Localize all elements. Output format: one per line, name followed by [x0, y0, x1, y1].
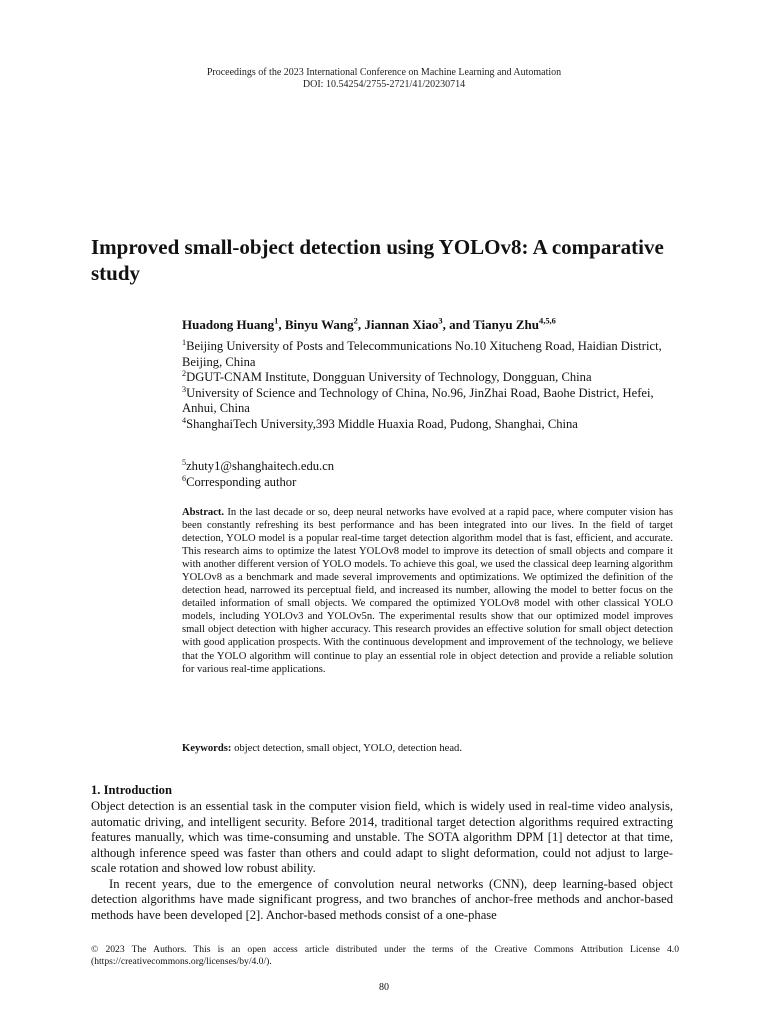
affiliations	[182, 339, 682, 432]
affiliation: $^4$ShanghaiTech University,393 Middle Huaxia Road, Pudong, Shanghai, China	[182, 415, 578, 431]
doi-line: DOI: 10.54254/2755-2721/41/20230714	[302, 79, 466, 90]
author-list	[182, 317, 702, 333]
author: Tianyu Zhu$^{4,5,6}$	[473, 315, 556, 332]
license-footnote: © 2023 The Authors. This is an open access article distributed under the terms of the Creative Commons Attribution License 4.0 (https://creativecommons.org/licenses/by/4.0/).	[91, 944, 679, 967]
keywords-label: Keywords:	[182, 743, 232, 754]
abstract	[182, 506, 673, 676]
page-number: 80	[379, 982, 389, 993]
section-heading: 1. Introduction	[91, 783, 172, 797]
affiliation: $^2$DGUT-CNAM Institute, Dongguan University of Technology, Dongguan, China	[182, 368, 592, 384]
email-note: $^5$zhuty1@shanghaitech.edu.cn	[182, 457, 335, 473]
paragraph: Object detection is an essential task in the computer vision field, which is widely used in real-time video analysis, automatic driving, and intelligent security. Before 2014, traditional target detection algorithms required extracting features manually, which was time-consuming and unstable. The SOTA algorithm DPM [1] detector at that time, although inference speed was faster than others and could adapt to slight deformation, could not adjust to large-scale rotation and showed low robust ability.	[91, 799, 673, 875]
author: Jiannan Xiao$^3$, and	[364, 315, 474, 332]
section-body	[91, 799, 673, 923]
affiliation: $^1$Beijing University of Posts and Telecommunications No.10 Xitucheng Road, Haidian District, Beijing, China	[182, 337, 662, 369]
author: Binyu Wang$^2$,	[284, 315, 365, 332]
author: Huadong Huang$^1$,	[182, 315, 285, 332]
contact-notes	[182, 459, 682, 490]
running-header	[0, 67, 768, 91]
keywords	[182, 742, 673, 755]
affiliation: $^3$University of Science and Technology of China, No.96, JinZhai Road, Baohe District, Hefei, Anhui, China	[182, 384, 654, 415]
proceedings-line: Proceedings of the 2023 International Conference on Machine Learning and Automation	[206, 67, 562, 78]
paragraph: In recent years, due to the emergence of convolution neural networks (CNN), deep learning-based object detection algorithms have made significant progress, and two branches of anchor-free methods and anchor-based methods have been developed [2]. Anchor-based methods consist of a one-phase	[91, 876, 673, 922]
abstract-label: Abstract.	[182, 507, 225, 518]
paper-title: Improved small-object detection using YOLOv8: A comparative study	[91, 235, 664, 285]
keywords-text: object detection, small object, YOLO, detection head.	[234, 743, 462, 754]
corresponding-note: $^6$Corresponding author	[182, 473, 297, 489]
abstract-text: In the last decade or so, deep neural networks have evolved at a rapid pace, where computer vision has been constantly refreshing its best performance and has been integrated into our lives. In the field of target detection, YOLO model is a popular real-time target detection algorithm model that is fast, efficient, and accurate. This research aims to optimize the latest YOLOv8 model to improve its detection of small objects and compare it with another different version of YOLO models. To achieve this goal, we used the classical deep learning algorithm YOLOv8 as a benchmark and made several improvements and optimizations. We optimized the definition of the detection head, narrowed its perceptual field, and increased its number, allowing the model to better focus on the detailed information of small objects. We compared the optimized YOLOv8 model with other classical YOLO models, including YOLOv3 and YOLOv5n. The experimental results show that our optimized model improves small object detection with higher accuracy. This research provides an effective solution for small object detection with good application prospects. With the continuous development and improvement of the technology, we believe that the YOLO algorithm will continue to play an essential role in object detection and provide a reliable solution for various real-time applications.	[182, 507, 673, 675]
